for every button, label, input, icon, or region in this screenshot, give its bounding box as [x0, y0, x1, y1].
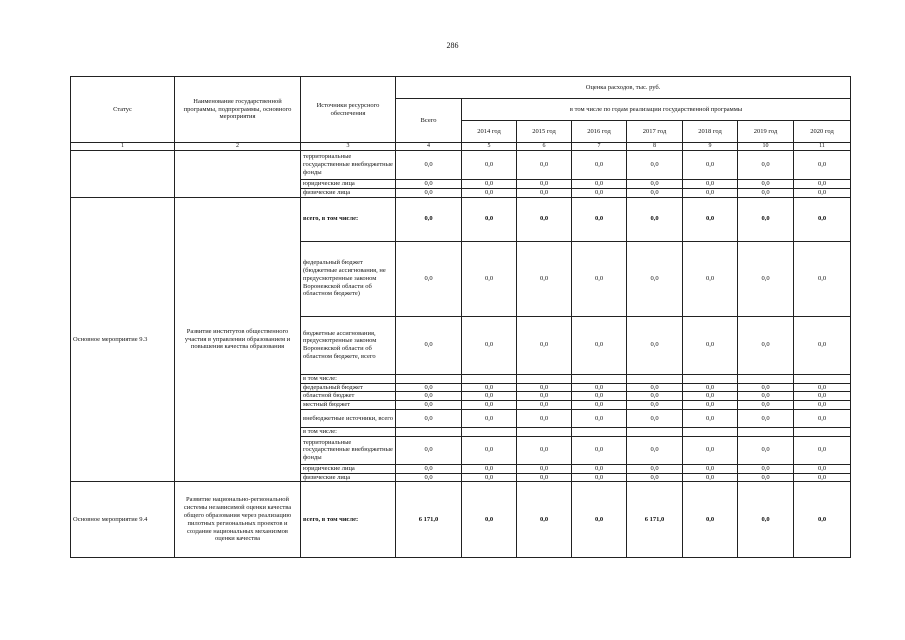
page-number: 286 [446, 41, 459, 50]
source-cell: федеральный бюджет [301, 383, 396, 392]
header-year: 2019 год [738, 121, 794, 143]
table-row: областной бюджет 0,0 0,0 0,0 0,0 0,0 0,0 0,0 0,0 [71, 392, 851, 401]
column-number-row [71, 143, 851, 151]
source-cell: местный бюджет [301, 401, 396, 410]
source-cell: в том числе: [301, 374, 396, 383]
source-cell: внебюджетные источники, всего [301, 409, 396, 427]
source-cell: физические лица [301, 473, 396, 482]
header-year: 2017 год [627, 121, 683, 143]
table-row: внебюджетные источники, всего 0,0 0,0 0,0 0,0 0,0 0,0 0,0 0,0 [71, 409, 851, 427]
source-cell: федеральный бюджет (бюджетные ассигнования, не предусмотренные законом Воронежской области об областном бюджете) [301, 241, 396, 316]
header-total: Всего [396, 99, 462, 143]
header-year: 2015 год [517, 121, 572, 143]
measure-status: Основное мероприятие 9.4 [71, 482, 175, 558]
col-number: 5 [462, 143, 517, 151]
col-number: 10 [738, 143, 794, 151]
measure-status: Основное мероприятие 9.3 [71, 197, 175, 482]
table-row: федеральный бюджет 0,0 0,0 0,0 0,0 0,0 0,0 0,0 0,0 [71, 383, 851, 392]
source-cell: всего, в том числе: [301, 197, 396, 241]
header-year: 2016 год [572, 121, 627, 143]
header-estimate: Оценка расходов, тыс. руб. [396, 77, 851, 99]
col-number: 6 [517, 143, 572, 151]
header-year: 2018 год [683, 121, 738, 143]
table-row: территориальные государственные внебюджетные фонды 0,0 0,0 0,0 0,0 0,0 0,0 0,0 0,0 [71, 436, 851, 464]
source-cell: юридические лица [301, 464, 396, 473]
table-row: федеральный бюджет (бюджетные ассигнования, не предусмотренные законом Воронежской области об областном бюджете) 0,0 0,0 0,0 0,0 0,0 0,0 0,0 0,0 [71, 241, 851, 316]
table-row: физические лица 0,0 0,0 0,0 0,0 0,0 0,0 0,0 0,0 [71, 188, 851, 197]
source-cell: в том числе: [301, 427, 396, 436]
col-number: 3 [301, 143, 396, 151]
source-cell: областной бюджет [301, 392, 396, 401]
col-number: 1 [71, 143, 175, 151]
table-row: бюджетные ассигнования, предусмотренные законом Воронежской области об областном бюджете, всего 0,0 0,0 0,0 0,0 0,0 0,0 0,0 0,0 [71, 316, 851, 374]
source-cell: юридические лица [301, 180, 396, 189]
header-program-name: Наименование государственной программы, подпрограммы, основного мероприятия [175, 77, 301, 143]
table-row: юридические лица 0,0 0,0 0,0 0,0 0,0 0,0 0,0 0,0 [71, 464, 851, 473]
header-sources: Источники ресурсного обеспечения [301, 77, 396, 143]
table-row: местный бюджет 0,0 0,0 0,0 0,0 0,0 0,0 0,0 0,0 [71, 401, 851, 410]
source-cell: физические лица [301, 188, 396, 197]
header-status: Статус [71, 77, 175, 143]
col-number: 2 [175, 143, 301, 151]
table-row: территориальные государственные внебюджетные фонды 0,0 0,0 0,0 0,0 0,0 0,0 0,0 0,0 [71, 151, 851, 180]
col-number: 7 [572, 143, 627, 151]
col-number: 11 [794, 143, 851, 151]
header-by-years: в том числе по годам реализации государственной программы [462, 99, 851, 121]
measure-name: Развитие институтов общественного участия в управлении образованием и повышения качества образования [175, 197, 301, 482]
col-number: 4 [396, 143, 462, 151]
source-cell: территориальные государственные внебюджетные фонды [301, 151, 396, 180]
table-row: Основное мероприятие 9.4 Развитие национально-региональной системы независимой оценки качества общего образования через реализацию пилотных региональных проектов и создание национальных механизмов оценки качества всего, в том числе: 6 171,0 0,0 0,0 0,0 6 171,0 0,0 0,0 0,0 [71, 482, 851, 558]
header-year: 2020 год [794, 121, 851, 143]
table-row: Основное мероприятие 9.3 Развитие институтов общественного участия в управлении образованием и повышения качества образования всего, в том числе: 0,0 0,0 0,0 0,0 0,0 0,0 0,0 0,0 [71, 197, 851, 241]
source-cell: всего, в том числе: [301, 482, 396, 558]
col-number: 8 [627, 143, 683, 151]
source-cell: бюджетные ассигнования, предусмотренные законом Воронежской области об областном бюджете, всего [301, 316, 396, 374]
budget-table [70, 76, 851, 558]
col-number: 9 [683, 143, 738, 151]
table-row: физические лица 0,0 0,0 0,0 0,0 0,0 0,0 0,0 0,0 [71, 473, 851, 482]
table-row: юридические лица 0,0 0,0 0,0 0,0 0,0 0,0 0,0 0,0 [71, 180, 851, 189]
source-cell: территориальные государственные внебюджетные фонды [301, 436, 396, 464]
measure-name: Развитие национально-региональной системы независимой оценки качества общего образования через реализацию пилотных региональных проектов и создание национальных механизмов оценки качества [175, 482, 301, 558]
header-year: 2014 год [462, 121, 517, 143]
